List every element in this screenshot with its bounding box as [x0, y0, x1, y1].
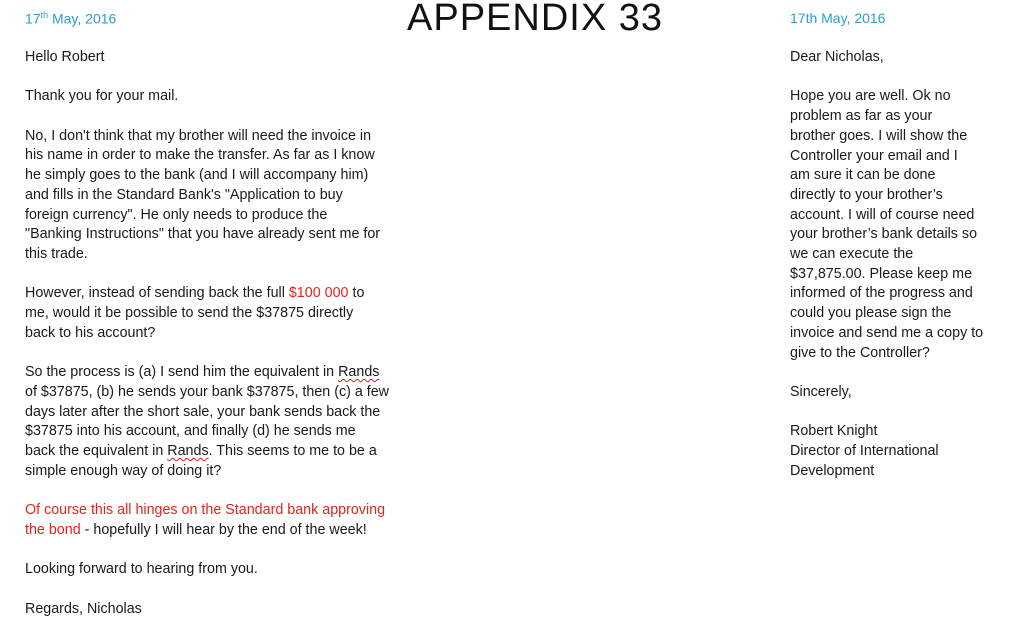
text-line: [25, 521, 415, 541]
text-fragment: to: [348, 285, 365, 302]
text-line: $37875 into his account, and finally (d) he sends me: [25, 423, 356, 440]
right-signature: [790, 422, 1020, 481]
left-paragraph-2: [25, 127, 415, 265]
page-title: APPENDIX 33: [407, 0, 663, 39]
text-line: of $37875, (b) he sends your bank $37875, then (c) a few: [25, 383, 390, 400]
right-body: [790, 87, 1020, 363]
highlight-text: the bond: [25, 521, 81, 538]
right-letter-date: 17th May, 2016: [790, 10, 886, 26]
text-line: simple enough way of doing it?: [25, 462, 222, 479]
right-closing: Sincerely,: [790, 383, 852, 400]
text-fragment: back the equivalent in: [25, 443, 168, 459]
left-signoff: Regards, Nicholas: [25, 600, 142, 617]
text-line: account. I will of course need: [790, 206, 975, 223]
text-line: give to the Controller?: [790, 344, 930, 361]
text-line: [25, 284, 415, 304]
text-line: his name in order to make the transfer. As far as I know: [25, 147, 375, 164]
text-fragment: . This seems to me to be a: [208, 443, 377, 459]
text-line: "Banking Instructions" that you have already sent me for: [25, 226, 381, 243]
text-line: he simply goes to the bank (and I will accompany him): [25, 167, 369, 184]
date-rest: May, 2016: [48, 10, 117, 27]
date-suffix: th: [40, 10, 49, 20]
text-line: No, I don't think that my brother will need the invoice in: [25, 127, 372, 144]
right-greeting: Dear Nicholas,: [790, 49, 884, 65]
left-paragraph-1: Thank you for your mail.: [25, 88, 179, 105]
left-paragraph-5: [25, 501, 415, 540]
text-fragment: However, instead of sending back the full: [25, 285, 289, 302]
signature-title: Director of International: [790, 443, 939, 460]
text-fragment: - hopefully I will hear by the end of the week!: [80, 521, 367, 538]
text-line: $37,875.00. Please keep me: [790, 265, 973, 282]
signature-title: Development: [790, 462, 875, 479]
text-line: [25, 442, 415, 462]
left-letter: [25, 48, 415, 639]
text-line: directly to your brother’s: [790, 186, 943, 203]
text-line: am sure it can be done: [790, 167, 936, 184]
signature-name: Robert Knight: [790, 423, 878, 440]
text-line: foreign currency". He only needs to produce the: [25, 206, 328, 223]
spellcheck-word: Rands: [338, 364, 380, 381]
right-letter: [790, 48, 1020, 501]
left-paragraph-3: [25, 284, 415, 343]
text-line: me, would it be possible to send the $37875 directly: [25, 305, 354, 322]
text-line: your brother’s bank details so: [790, 226, 978, 243]
text-line: brother goes. I will show the: [790, 127, 968, 144]
text-line: days later after the short sale, your bank sends back the: [25, 403, 381, 420]
date-day: 17: [25, 10, 41, 27]
left-paragraph-4: [25, 363, 415, 481]
left-paragraph-6: Looking forward to hearing from you.: [25, 561, 258, 578]
text-line: Controller your email and I: [790, 147, 958, 164]
text-line: could you please sign the: [790, 305, 952, 322]
text-line: we can execute the: [790, 246, 914, 263]
text-line: and fills in the Standard Bank's "Application to buy: [25, 186, 343, 203]
left-letter-date: [25, 10, 116, 27]
highlight-amount: $100 000: [288, 285, 349, 302]
text-line: problem as far as your: [790, 108, 933, 125]
text-fragment: So the process is (a) I send him the equivalent in: [25, 364, 339, 381]
left-greeting: Hello Robert: [25, 49, 105, 65]
text-line: Of course this all hinges on the Standard bank approving: [25, 502, 386, 519]
text-line: Hope you are well. Ok no: [790, 88, 951, 105]
text-line: this trade.: [25, 246, 88, 262]
text-line: [25, 363, 415, 383]
text-line: invoice and send me a copy to: [790, 324, 984, 341]
text-line: informed of the progress and: [790, 285, 973, 302]
spellcheck-word: Rands: [167, 443, 209, 459]
text-line: back to his account?: [25, 324, 156, 341]
